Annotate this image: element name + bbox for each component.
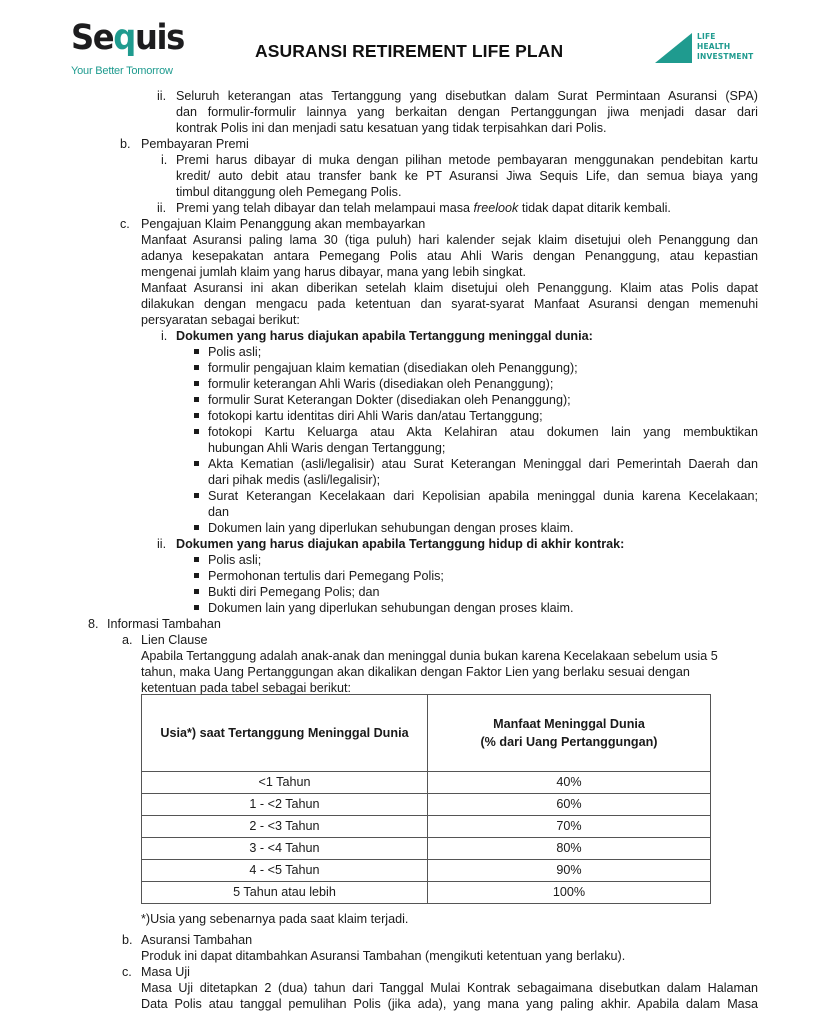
paragraph-line: persyaratan sebagai berikut:	[141, 313, 300, 327]
section-heading: Informasi Tambahan	[107, 617, 221, 631]
list-item: formulir pengajuan klaim kematian (disediakan oleh Penanggung);	[208, 361, 578, 375]
bullet-icon	[194, 557, 199, 562]
age-cell: 2 - <3 Tahun	[142, 816, 428, 838]
list-letter: c.	[122, 965, 132, 979]
paragraph-line: Apabila Tertanggung adalah anak-anak dan meninggal dunia bukan karena Kecelakaan sebelum usia 5	[141, 649, 718, 663]
lien-factor-table	[141, 694, 711, 904]
subsection-heading: Dokumen yang harus diajukan apabila Tertanggung hidup di akhir kontrak:	[176, 537, 625, 551]
list-number: ii.	[157, 89, 167, 103]
list-item: Permohonan tertulis dari Pemegang Polis;	[208, 569, 444, 583]
list-item: Polis asli;	[208, 553, 262, 567]
age-cell: 1 - <2 Tahun	[142, 794, 428, 816]
list-letter: a.	[122, 633, 133, 647]
section-heading: Masa Uji	[141, 965, 190, 979]
age-cell: <1 Tahun	[142, 772, 428, 794]
list-number: ii.	[157, 537, 167, 551]
bullet-icon	[194, 589, 199, 594]
age-cell: 3 - <4 Tahun	[142, 838, 428, 860]
benefit-cell: 80%	[428, 838, 711, 860]
paragraph-line: kredit/ auto debit atau transfer bank ke PT Asuransi Jiwa Sequis Life, dan semua biaya yang	[176, 169, 758, 183]
table-header-age: Usia*) saat Tertanggung Meninggal Dunia	[142, 695, 428, 772]
paragraph-line: Masa Uji ditetapkan 2 (dua) tahun dari Tanggal Mulai Kontrak sebagaimana disebutkan dalam Halaman	[141, 981, 758, 995]
list-item-cont: dan	[208, 505, 230, 519]
page-header	[0, 0, 833, 86]
section-heading: Pembayaran Premi	[141, 137, 249, 151]
list-item: Dokumen lain yang diperlukan sehubungan dengan proses klaim.	[208, 601, 574, 615]
paragraph-line: Produk ini dapat ditambahkan Asuransi Tambahan (mengikuti ketentuan yang berlaku).	[141, 949, 626, 963]
list-letter: c.	[120, 217, 130, 231]
paragraph-line: Data Polis atau tanggal pemulihan Polis (jika ada), yang mana yang paling akhir. Apabila dalam Masa	[141, 997, 758, 1011]
bullet-icon	[194, 429, 199, 434]
paragraph-line: Manfaat Asuransi ini akan diberikan setelah klaim disetujui oleh Penanggung. Klaim atas Polis dapat	[141, 281, 758, 295]
bullet-icon	[194, 397, 199, 402]
table-row	[142, 882, 711, 904]
bullet-icon	[194, 365, 199, 370]
list-number: i.	[161, 153, 168, 167]
list-letter: b.	[120, 137, 131, 151]
paragraph-line: Manfaat Asuransi paling lama 30 (tiga puluh) hari kalender sejak klaim disetujui oleh Penanggung dan	[141, 233, 758, 247]
paragraph-line: timbul ditanggung oleh Pemegang Polis.	[176, 185, 402, 199]
table-row	[142, 794, 711, 816]
bullet-icon	[194, 461, 199, 466]
age-cell: 5 Tahun atau lebih	[142, 882, 428, 904]
table-footnote: *)Usia yang sebenarnya pada saat klaim terjadi.	[141, 912, 409, 926]
paragraph-line: Premi harus dibayar di muka dengan pilihan metode pembayaran menggunakan pendebitan kartu	[176, 153, 758, 167]
bullet-icon	[194, 605, 199, 610]
section-heading: Lien Clause	[141, 633, 208, 647]
document-title: ASURANSI RETIREMENT LIFE PLAN	[255, 41, 564, 61]
section-heading: Asuransi Tambahan	[141, 933, 253, 947]
table-header-benefit: Manfaat Meninggal Dunia (% dari Uang Pertanggungan)	[428, 695, 711, 772]
paragraph-line: kontrak Polis ini dan menjadi satu kesatuan yang tidak terpisahkan dari Polis.	[176, 121, 607, 135]
brand-words: LIFE HEALTH INVESTMENT	[697, 32, 754, 61]
list-item: Polis asli;	[208, 345, 262, 359]
age-cell: 4 - <5 Tahun	[142, 860, 428, 882]
paragraph-line: Premi yang telah dibayar dan telah melampaui masa freelook tidak dapat ditarik kembali.	[176, 201, 671, 215]
paragraph-line: ketentuan pada tabel sebagai berikut:	[141, 681, 352, 695]
paragraph-line: dan formulir-formulir lainnya yang berkaitan dengan Pertanggungan jiwa menjadi dasar dari	[176, 105, 758, 119]
table-row	[142, 816, 711, 838]
logo-tagline: Your Better Tomorrow	[71, 65, 173, 77]
bullet-icon	[194, 381, 199, 386]
benefit-cell: 40%	[428, 772, 711, 794]
list-item: formulir Surat Keterangan Dokter (disediakan oleh Penanggung);	[208, 393, 571, 407]
list-item: Akta Kematian (asli/legalisir) atau Surat Keterangan Meninggal dari Pemerintah Daerah dan	[208, 457, 758, 471]
list-item: formulir keterangan Ahli Waris (disediakan oleh Penanggung);	[208, 377, 554, 391]
subsection-heading: Dokumen yang harus diajukan apabila Tertanggung meninggal dunia:	[176, 329, 593, 343]
list-number: 8.	[88, 617, 99, 631]
list-letter: b.	[122, 933, 133, 947]
paragraph-line: mengenai jumlah klaim yang harus dibayar, mana yang lebih singkat.	[141, 265, 527, 279]
list-item: Dokumen lain yang diperlukan sehubungan dengan proses klaim.	[208, 521, 574, 535]
sequis-logo	[71, 20, 194, 77]
bullet-icon	[194, 413, 199, 418]
list-item: fotokopi Kartu Keluarga atau Akta Kelahiran atau dokumen lain yang membuktikan	[208, 425, 758, 439]
benefit-cell: 70%	[428, 816, 711, 838]
benefit-cell: 60%	[428, 794, 711, 816]
bullet-icon	[194, 493, 199, 498]
paragraph-line: adanya kesepakatan antara Pemegang Polis atau Ahli Waris dengan Penanggung, atau kepastian	[141, 249, 758, 263]
paragraph-line: Seluruh keterangan atas Tertanggung yang disebutkan dalam Surat Permintaan Asuransi (SPA)	[176, 89, 758, 103]
paragraph-line: tahun, maka Uang Pertanggungan akan dikalikan dengan Faktor Lien yang berlaku sesuai dengan	[141, 665, 690, 679]
section-heading: Pengajuan Klaim Penanggung akan membayarkan	[141, 217, 426, 231]
list-item: Surat Keterangan Kecelakaan dari Kepolisian apabila meninggal dunia karena Kecelakaan;	[208, 489, 758, 503]
list-item: Bukti diri Pemegang Polis; dan	[208, 585, 380, 599]
table-row	[142, 772, 711, 794]
list-item: fotokopi kartu identitas diri Ahli Waris dan/atau Tertanggung;	[208, 409, 543, 423]
paragraph-line: dilakukan dengan mengacu pada ketentuan dan syarat-syarat Manfaat Asuransi dengan memenuhi	[141, 297, 758, 311]
list-item-cont: hubungan Ahli Waris dengan Tertanggung;	[208, 441, 446, 455]
table-row	[142, 860, 711, 882]
list-item-cont: dari pihak medis (asli/legalisir);	[208, 473, 381, 487]
table-row	[142, 838, 711, 860]
bullet-icon	[194, 573, 199, 578]
bullet-icon	[194, 349, 199, 354]
table-header-row	[142, 695, 711, 772]
logo-wordmark: Sequis	[71, 18, 184, 58]
list-number: i.	[161, 329, 168, 343]
bullet-icon	[194, 525, 199, 530]
benefit-cell: 100%	[428, 882, 711, 904]
benefit-cell: 90%	[428, 860, 711, 882]
triangle-icon	[655, 33, 692, 63]
list-number: ii.	[157, 201, 167, 215]
